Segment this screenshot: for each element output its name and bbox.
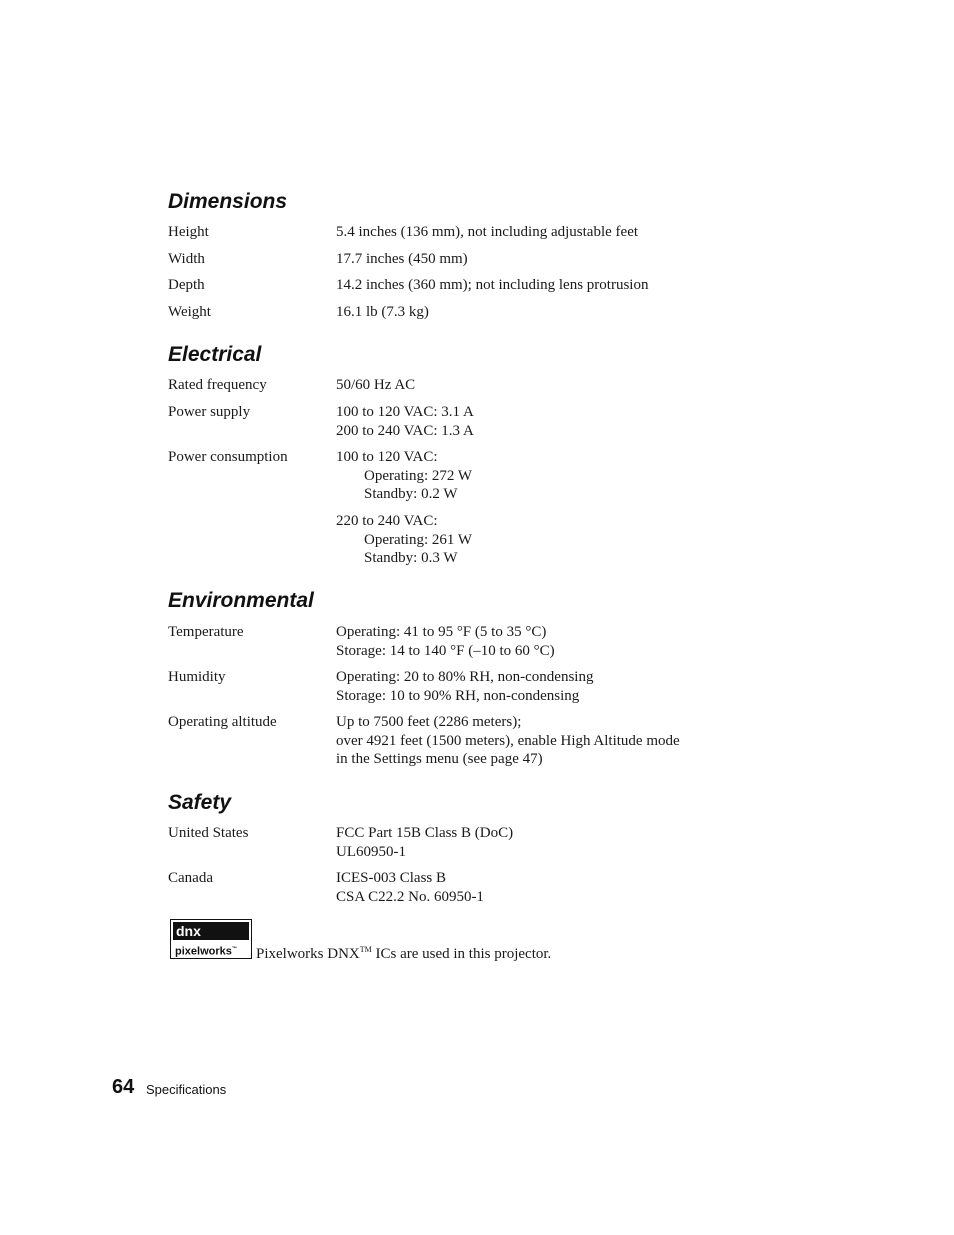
spec-label: United States	[168, 825, 249, 841]
spec-value-line: 220 to 240 VAC:	[336, 513, 438, 529]
spec-value-line: ICES-003 Class B	[336, 870, 447, 886]
spec-value-line: 200 to 240 VAC: 1.3 A	[336, 422, 474, 439]
spec-value	[336, 403, 736, 440]
spec-value-line: 16.1 lb (7.3 kg)	[336, 304, 429, 320]
spec-value	[336, 824, 736, 861]
spec-value-line: 17.7 inches (450 mm)	[336, 251, 468, 267]
spec-value-line: Storage: 14 to 140 °F (–10 to 60 °C)	[336, 642, 555, 659]
spec-label: Height	[168, 224, 209, 240]
spec-label: Operating altitude	[168, 714, 277, 730]
logo-tm-mark: ™	[231, 946, 237, 952]
section-title-electrical: Electrical	[168, 343, 262, 366]
spec-label: Power consumption	[168, 449, 288, 465]
spec-value	[336, 512, 736, 568]
logo-pixelworks-word: pixelworks	[175, 945, 232, 958]
spec-value-line: Operating: 272 W	[364, 467, 473, 484]
spec-value	[336, 713, 736, 769]
spec-value-line: Up to 7500 feet (2286 meters);	[336, 714, 522, 730]
spec-value-line: Standby: 0.3 W	[364, 550, 458, 566]
spec-value	[336, 448, 736, 504]
spec-value-line: CSA C22.2 No. 60950-1	[336, 888, 484, 905]
spec-value-line: over 4921 feet (1500 meters), enable High Altitude mode	[336, 732, 680, 749]
spec-label: Humidity	[168, 669, 226, 685]
spec-label: Weight	[168, 304, 211, 320]
section-title-safety: Safety	[168, 791, 232, 814]
pixelworks-note	[256, 940, 551, 964]
footer-section-label: Specifications	[146, 1082, 227, 1097]
spec-value-line: 50/60 Hz AC	[336, 377, 416, 393]
logo-pixelworks-text	[173, 942, 249, 956]
page-number: 64	[112, 1076, 135, 1098]
spec-value	[336, 303, 736, 322]
spec-value-line: 100 to 120 VAC: 3.1 A	[336, 404, 474, 420]
section-title-environmental: Environmental	[168, 589, 314, 612]
spec-label: Canada	[168, 870, 213, 886]
spec-value-line: in the Settings menu (see page 47)	[336, 751, 543, 767]
spec-value	[336, 276, 736, 295]
spec-value-line: Standby: 0.2 W	[364, 486, 458, 502]
note-text-before: Pixelworks DNX	[256, 946, 360, 962]
note-tm: TM	[359, 945, 372, 954]
spec-label: Depth	[168, 277, 205, 293]
spec-value	[336, 668, 736, 705]
spec-label: Width	[168, 251, 205, 267]
spec-value-line: 14.2 inches (360 mm); not including lens protrusion	[336, 277, 649, 293]
spec-value	[336, 623, 736, 660]
spec-value	[336, 223, 736, 242]
logo-dnx-text: dnx	[173, 922, 249, 940]
note-text-after: ICs are used in this projector.	[371, 946, 552, 962]
spec-label: Temperature	[168, 624, 244, 640]
spec-value-line: Operating: 261 W	[364, 531, 473, 548]
spec-value-line: UL60950-1	[336, 843, 406, 860]
spec-value	[336, 376, 736, 395]
pixelworks-dnx-logo	[170, 919, 252, 959]
spec-value-line: Storage: 10 to 90% RH, non-condensing	[336, 687, 580, 704]
spec-label: Power supply	[168, 404, 251, 420]
spec-label: Rated frequency	[168, 377, 267, 393]
spec-value-line: Operating: 20 to 80% RH, non-condensing	[336, 669, 594, 685]
spec-value-line: Operating: 41 to 95 °F (5 to 35 °C)	[336, 624, 547, 640]
spec-value-line: FCC Part 15B Class B (DoC)	[336, 825, 514, 841]
spec-value-line: 100 to 120 VAC:	[336, 449, 438, 465]
spec-value-line: 5.4 inches (136 mm), not including adjustable feet	[336, 224, 639, 240]
section-title-dimensions: Dimensions	[168, 190, 288, 213]
spec-value	[336, 250, 736, 269]
spec-value	[336, 869, 736, 906]
